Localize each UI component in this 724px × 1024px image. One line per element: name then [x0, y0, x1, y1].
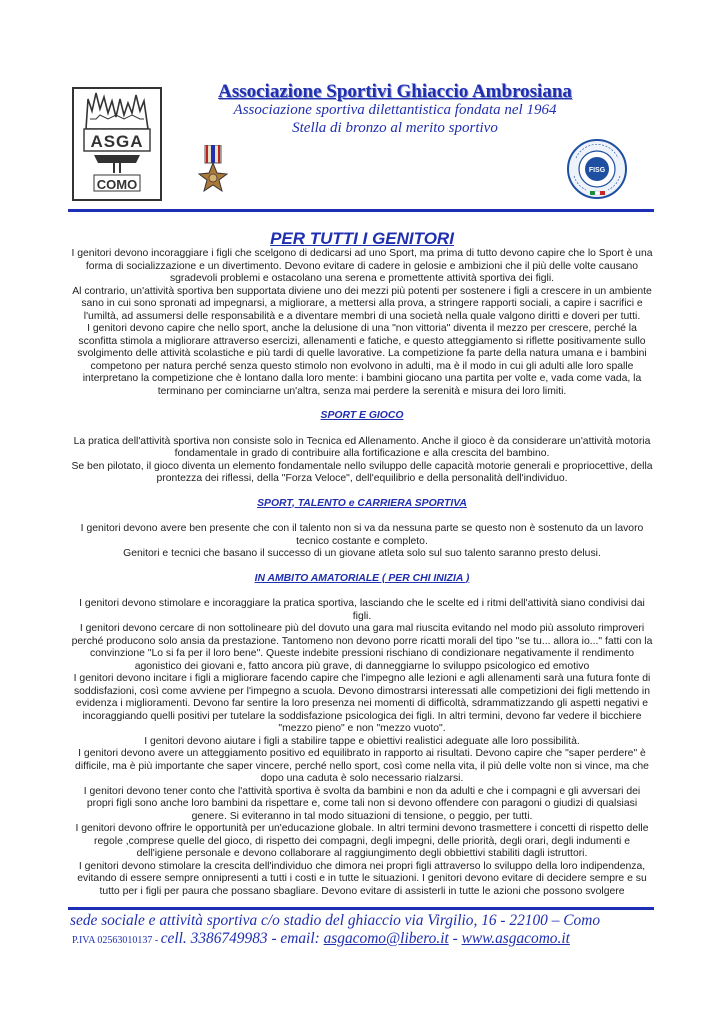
association-award: Stella di bronzo al merito sportivo	[292, 120, 498, 136]
section-paragraph: I genitori devono avere un atteggiamento positivo ed equilibrato in rapporto ai risultati. Devono capire che "saper perdere" è difficile, ma è più importante che saper vincere, perché nello sport, così come nella vita, il più delle volte non si vince, ma che dopo una caduta è solo necessario rialzarsi.	[75, 748, 649, 784]
section-paragraph: I genitori devono incitare i figli a migliorare facendo capire che l'impegno alle lezioni e agli allenamenti sarà una futura fonte di soddisfazioni, così come avviene per l'impegno a scuola. Devono dimostrarsi interessati alle competizioni dei figli mettendo in evidenza i miglioramenti. Devono far sentire la loro presenza nei momenti di difficoltà, sdrammatizzando gli aspetti negativi e incoraggiando quelli positivi per tutelare la soddisfazione psicologica dei figli. In altri termini, devono far vedere il bicchiere "mezzo pieno" e non "mezzo vuoto".	[73, 673, 651, 734]
section-paragraph: Se ben pilotato, il gioco diventa un elemento fondamentale nello sviluppo delle capacità motorie generali e propriocettive, della prontezza dei riflessi, della "Forza Veloce", dell'equilibrio e della personalità dell'individuo.	[71, 460, 653, 484]
intro-paragraph: I genitori devono capire che nello sport, anche la delusione di una "non vittoria" diventa il mezzo per crescere, perché la sconfitta stimola a migliorare attraverso esercizi, allenamenti e fatiche, e questo atteggiamento si riflette positivamente sullo svolgimento delle attività scolastiche e più tardi di quelle lavorative. La competizione fa parte della natura umana e i bambini competono per natura perché senza questo stimolo non evolvono in adulti, ma è il modo in cui gli adulti alle loro spalle interpretano la competizione che è lontano dalla loro mente: i bambini giocano una partita per volte e, vada come vada, la terminano per cominciarne un'altra, senza mai perdere la serenità e misura dei loro limiti.	[77, 323, 647, 397]
footer-email-label: - email:	[267, 930, 324, 947]
footer-divider	[68, 907, 654, 910]
footer-cell: cell. 3386749983	[160, 930, 268, 947]
header-divider	[68, 209, 654, 212]
intro-paragraph: I genitori devono incoraggiare i figli che scelgono di dedicarsi ad uno Sport, ma prima di tutto devono capire che lo Sport è una forma di socializzazione e un divertimento. Devono evitare di cadere in gelosie e ambizioni che il più delle volte causano sgradevoli problemi e ostacolano una serena e promettente attività sportiva dei figli.	[71, 248, 653, 284]
footer-separator: -	[448, 930, 462, 947]
section-paragraph: I genitori devono offrire le opportunità per un'educazione globale. In altri termini devono trasmettere i concetti di rispetto delle regole ,comprese quelle del gioco, di rispetto dei compagni, degli impegni, delle priorità, degli orari, degli indumenti e dell'igiene personale e devono collaborare al raggiungimento degli obbiettivi stabiliti dagli istruttori.	[75, 823, 649, 859]
federation-seal	[566, 138, 628, 205]
section-paragraph: Genitori e tecnici che basano il successo di un giovane atleta solo sul suo talento saranno presto delusi.	[123, 548, 601, 559]
section-paragraph: I genitori devono stimolare e incoraggiare la pratica sportiva, lasciando che le scelte ed i ritmi dell'attività siano condivisi dai figli.	[79, 598, 645, 622]
footer-email-link[interactable]: asgacomo@libero.it	[323, 930, 449, 947]
footer-contacts	[72, 930, 570, 948]
footer-website-link[interactable]: www.asgacomo.it	[461, 930, 570, 947]
section-paragraph: I genitori devono aiutare i figli a stabilire tappe e obiettivi realistici adeguate alle loro possibilità.	[144, 735, 580, 747]
section-paragraph: La pratica dell'attività sportiva non consiste solo in Tecnica ed Allenamento. Anche il gioco è da considerare un'attività motoria fondamentale in grado di contribuire alla fortificazione e alla crescita del bambino.	[73, 435, 651, 459]
document-body	[70, 248, 654, 898]
section-heading-talento: SPORT, TALENTO e CARRIERA SPORTIVA	[257, 497, 467, 509]
section-paragraph: I genitori devono cercare di non sottolineare più del dovuto una gara mal riuscita evitando nel modo più assoluto rimproveri perché producono solo ansia da prestazione. Tantomeno non devono porre ricatti morali del tipo "se tu... allora io..." fatti con la convinzione "Lo si fa per il loro bene". Queste indebite pressioni rischiano di condizionare negativamente il rendimento agonistico dei giovani e, fatto ancora più grave, di danneggiarne lo sviluppo psicologico ed emotivo	[71, 623, 653, 672]
section-heading-sport-gioco: SPORT E GIOCO	[320, 410, 404, 421]
section-paragraph: I genitori devono tener conto che l'attività sportiva è svolta da bambini e non da adulti e che i compagni e gli avversari dei propri figli sono anche loro bambini da rispettare e, come tali non si devono offendere con paragoni o giudizi di qualsiasi genere. Si eviteranno in tal modo situazioni di tensione, o peggio, per tutti.	[83, 785, 641, 822]
section-heading-amatoriale: IN AMBITO AMATORIALE ( PER CHI INIZIA )	[254, 572, 470, 584]
section-paragraph: I genitori devono avere ben presente che con il talento non si va da nessuna parte se questo non è sostenuto da un lavoro tecnico costante e completo.	[80, 523, 644, 547]
footer-piva: P.IVA 02563010137 -	[72, 935, 161, 946]
fisg-seal-icon	[566, 138, 628, 200]
page-title: PER TUTTI I GENITORI	[270, 229, 454, 248]
club-logo	[72, 87, 162, 201]
section-paragraph: I genitori devono stimolare la crescita dell'individuo che dimora nei propri figli attraverso lo sviluppo della loro indipendenza, evitando di essere sempre onnipresenti a tutti i costi e in tutte le situazioni. I genitori devono evitare di decidere sempre e su tutto per i figli per paura che possano sbagliare. Devono evitare di assisterli in tutte le azioni che possono svolgere	[77, 860, 647, 897]
bronze-star-medal-icon	[198, 145, 228, 200]
logo-asga-lettering: ASGA	[90, 132, 144, 151]
footer-address: sede sociale e attività sportiva c/o stadio del ghiaccio via Virgilio, 16 - 22100 – Como	[70, 912, 601, 929]
logo-como-lettering: COMO	[96, 177, 138, 192]
intro-paragraph: Al contrario, un'attività sportiva ben supportata diviene uno dei mezzi più potenti per sostenere i figli a crescere in un ambiente sano in cui sono spronati ad impegnarsi, a migliorare, a mettersi alla prova, a stringere rapporti sociali, a capire i sacrifici e l'umiltà, ad assumersi delle responsabilità e a diventare membri di una società nella quale valgono diritti e doveri per tutti.	[72, 285, 652, 322]
svg-text:FISG: FISG	[588, 167, 606, 174]
association-title: Associazione Sportivi Ghiaccio Ambrosiana	[218, 81, 572, 102]
association-subtitle: Associazione sportiva dilettantistica fondata nel 1964	[233, 102, 557, 118]
